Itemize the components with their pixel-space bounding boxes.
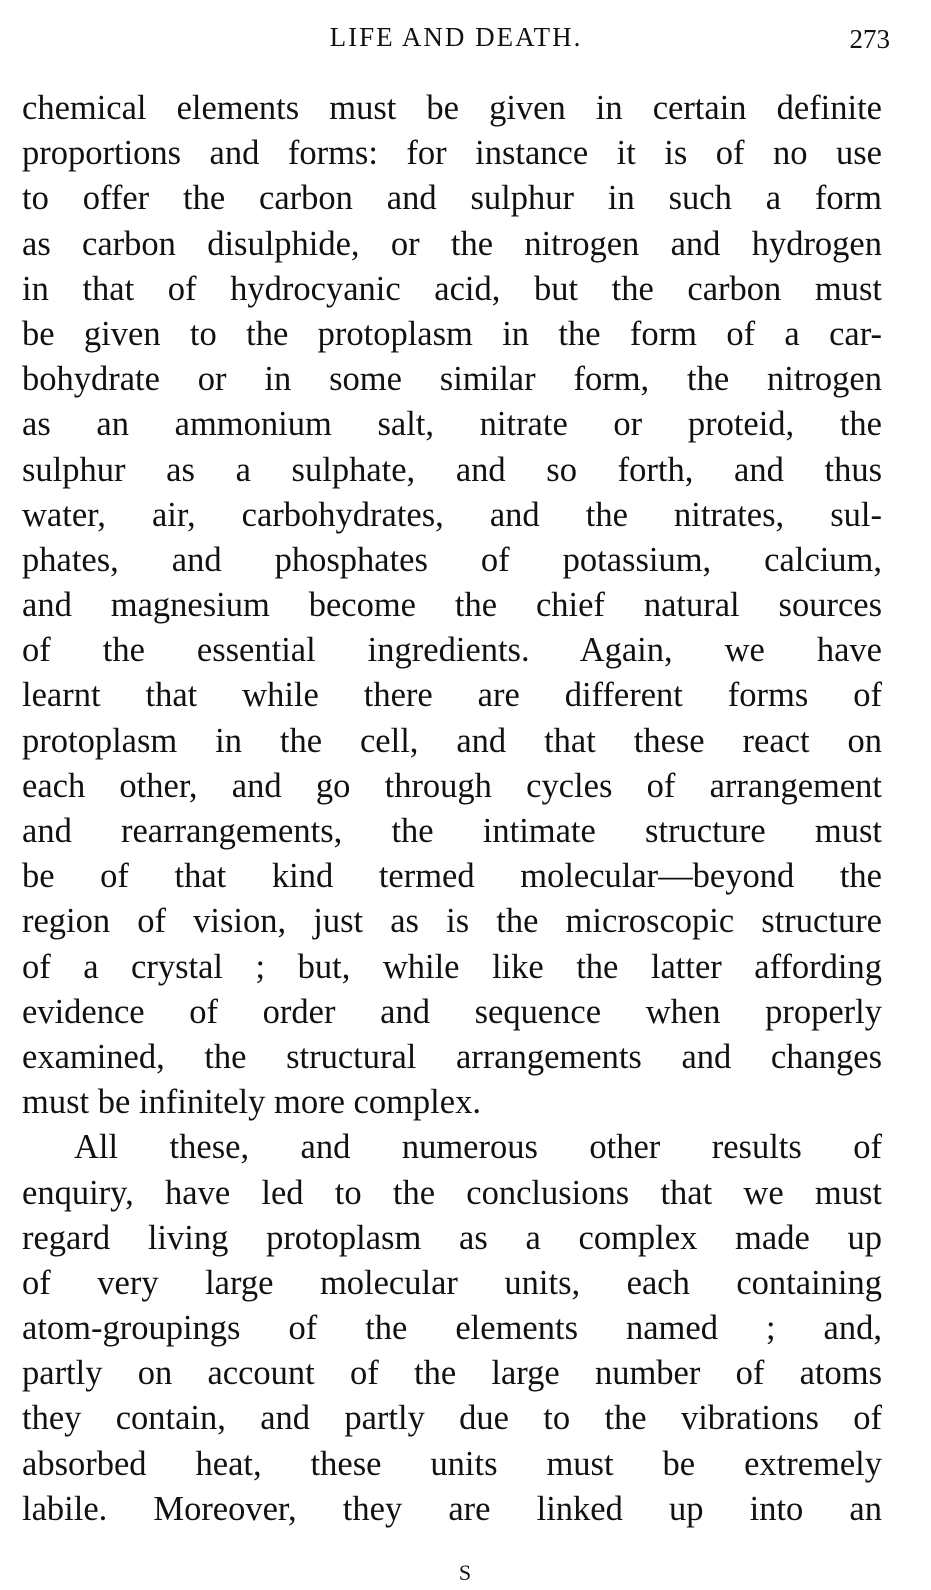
running-title: LIFE AND DEATH. xyxy=(329,22,583,52)
text-line: absorbed heat, these units must be extremely xyxy=(22,1444,882,1483)
text-line: to offer the carbon and sulphur in such a form xyxy=(22,179,882,218)
text-line: partly on account of the large number of atoms xyxy=(22,1354,882,1393)
text-line: water, air, carbohydrates, and the nitrates, sul- xyxy=(22,495,882,534)
text-line: of very large molecular units, each containing xyxy=(22,1263,882,1302)
text-line: labile. Moreover, they are linked up into an xyxy=(22,1489,882,1528)
text-line: be given to the protoplasm in the form of a car- xyxy=(22,314,882,353)
text-line: they contain, and partly due to the vibrations of xyxy=(22,1399,882,1438)
body-text xyxy=(22,86,882,1532)
page-header xyxy=(22,14,890,62)
text-line: in that of hydrocyanic acid, but the carbon must xyxy=(22,269,882,308)
text-line: of a crystal ; but, while like the latter affording xyxy=(22,947,882,986)
text-line: of the essential ingredients. Again, we have xyxy=(22,631,882,670)
text-line: All these, and numerous other results of xyxy=(74,1128,882,1167)
text-line: each other, and go through cycles of arrangement xyxy=(22,766,882,805)
text-line: as an ammonium salt, nitrate or proteid, the xyxy=(22,405,882,444)
text-line: must be infinitely more complex. xyxy=(22,1083,481,1122)
text-line: phates, and phosphates of potassium, calcium, xyxy=(22,540,882,579)
text-line: regard living protoplasm as a complex made up xyxy=(22,1218,882,1257)
text-line: and magnesium become the chief natural sources xyxy=(22,586,882,625)
signature-mark: S xyxy=(458,1560,473,1585)
text-line: enquiry, have led to the conclusions that we must xyxy=(22,1173,882,1212)
text-line: and rearrangements, the intimate structure must xyxy=(22,812,882,850)
text-line: chemical elements must be given in certain definite xyxy=(22,89,882,127)
paragraph-1 xyxy=(22,86,882,1125)
text-line: sulphur as a sulphate, and so forth, and thus xyxy=(22,450,882,489)
paragraph-2 xyxy=(22,1125,882,1532)
text-line: region of vision, just as is the microscopic structure xyxy=(22,902,882,941)
text-line: learnt that while there are different forms of xyxy=(22,676,882,715)
text-line: bohydrate or in some similar form, the nitrogen xyxy=(22,360,882,399)
text-line: atom-groupings of the elements named ; and, xyxy=(22,1309,882,1348)
text-line: proportions and forms: for instance it is of no use xyxy=(22,134,882,173)
text-line: be of that kind termed molecular—beyond the xyxy=(22,857,882,896)
text-line: as carbon disulphide, or the nitrogen and hydrogen xyxy=(22,224,882,263)
text-line: protoplasm in the cell, and that these react on xyxy=(22,721,882,760)
text-line: examined, the structural arrangements and changes xyxy=(22,1037,882,1076)
page-number: 273 xyxy=(849,24,890,54)
text-line: evidence of order and sequence when properly xyxy=(22,992,882,1031)
